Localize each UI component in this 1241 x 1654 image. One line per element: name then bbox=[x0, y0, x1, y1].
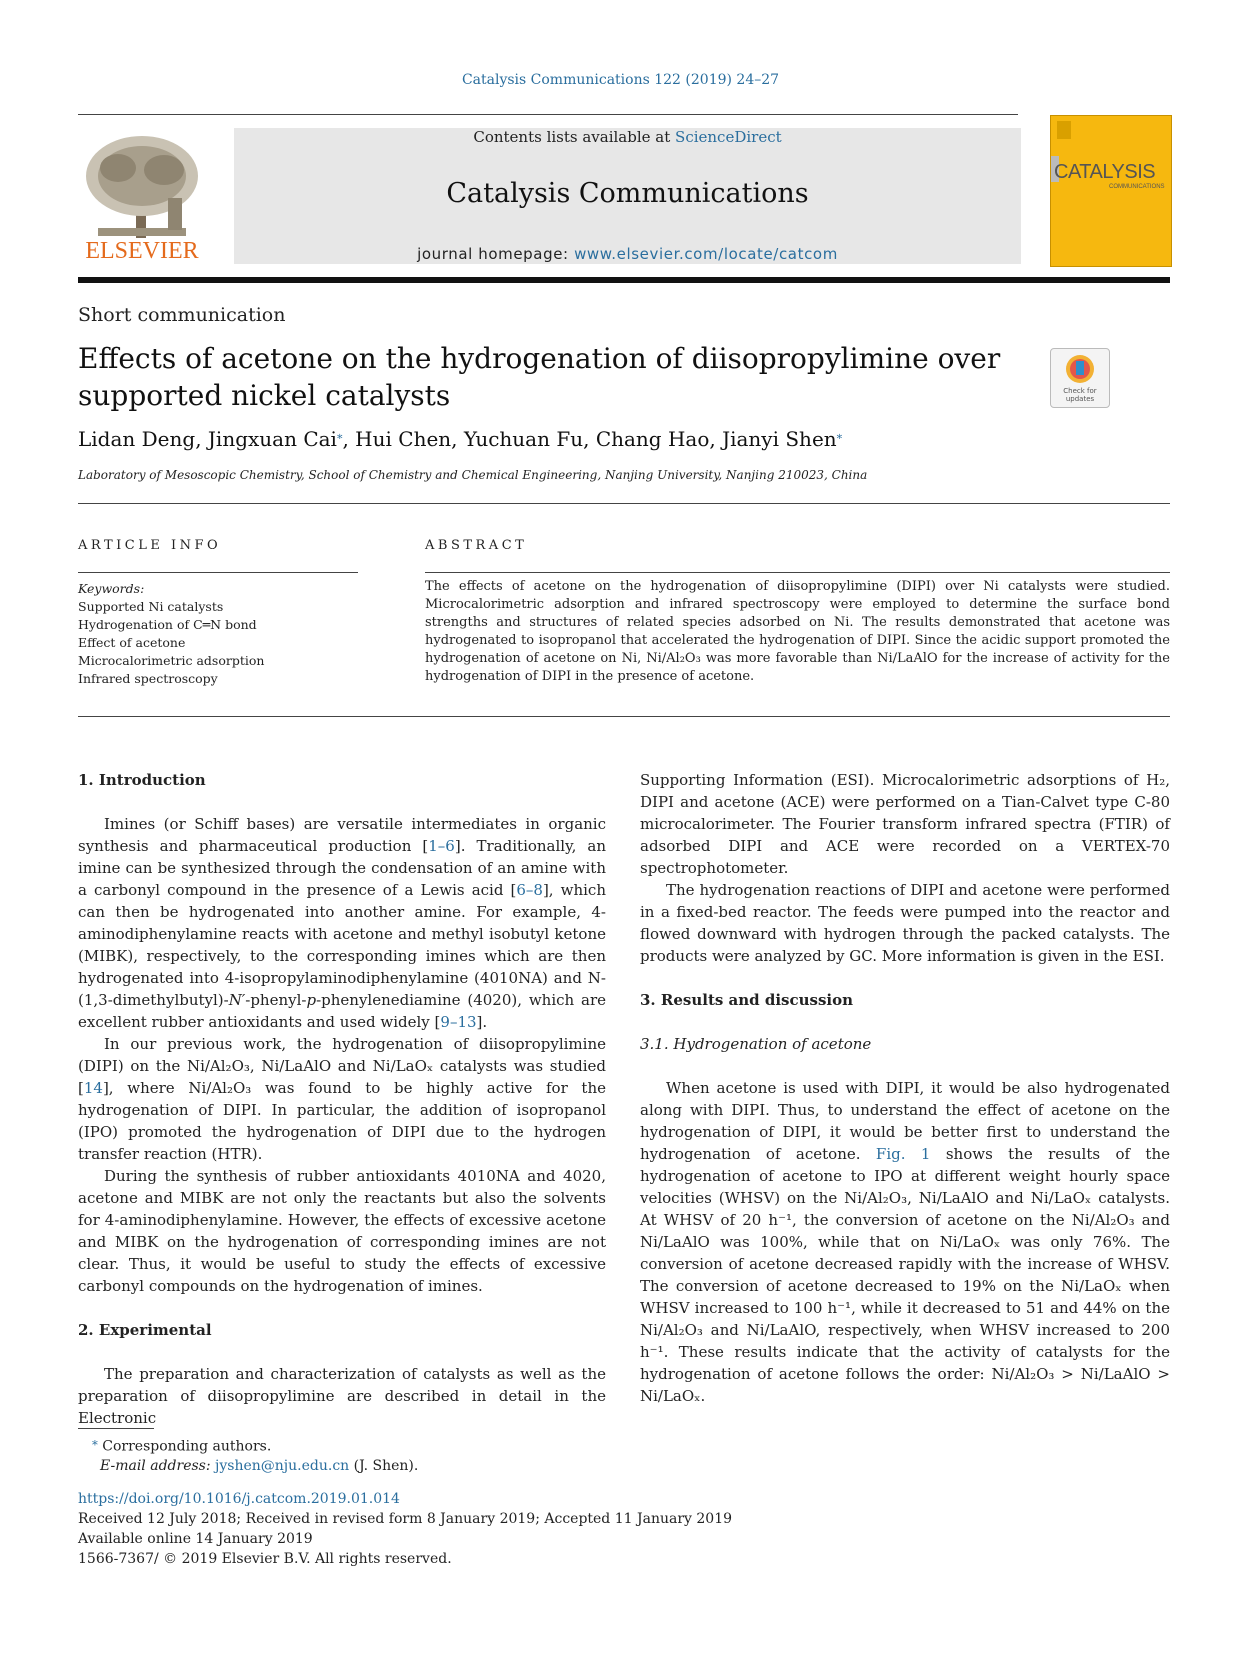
right-column bbox=[640, 769, 1170, 1407]
keyword-item: Effect of acetone bbox=[78, 635, 186, 650]
copyright: 1566-7367/ © 2019 Elsevier B.V. All rights reserved. bbox=[78, 1551, 452, 1567]
divider bbox=[425, 572, 1170, 573]
divider bbox=[78, 503, 1170, 504]
check-for-updates-badge[interactable] bbox=[1050, 348, 1110, 408]
section-heading-introduction: 1. Introduction bbox=[78, 771, 206, 789]
citation-link[interactable]: 14 bbox=[83, 1079, 103, 1097]
keyword-item: Supported Ni catalysts bbox=[78, 599, 224, 614]
check-updates-icon bbox=[1051, 349, 1109, 389]
section-heading-results: 3. Results and discussion bbox=[640, 991, 854, 1009]
paragraph: Supporting Information (ESI). Microcalorimetric adsorptions of H₂, DIPI and acetone (ACE) were performed on a Tian-Calvet type C-80 microcalorimeter. The Fourier transform infrared spectra (FTIR) of adsorbed DIPI and ACE were recorded on a VERTEX-70 spectrophotometer. bbox=[640, 771, 1170, 877]
citation-link[interactable]: 6–8 bbox=[516, 881, 543, 899]
section-heading-experimental: 2. Experimental bbox=[78, 1321, 212, 1339]
cover-emblem-icon bbox=[1057, 121, 1071, 139]
citation-link[interactable]: 1–6 bbox=[428, 837, 455, 855]
keywords-label: Keywords: bbox=[78, 581, 145, 596]
keyword-item: Hydrogenation of C═N bond bbox=[78, 617, 257, 632]
publication-info bbox=[78, 1489, 732, 1569]
paragraph: During the synthesis of rubber antioxidants 4010NA and 4020, acetone and MIBK are not only the reactants but also the solvents for 4-aminodiphenylamine. However, the effects of excessive acetone and MIBK on the hydrogenation of corresponding imines are not clear. Thus, it would be useful to study the effects of excessive carbonyl compounds on the hydrogenation of imines. bbox=[78, 1167, 606, 1295]
paragraph: The hydrogenation reactions of DIPI and acetone were performed in a fixed-bed reactor. The feeds were pumped into the reactor and flowed downward with hydrogen through the packed catalysts. The products were analyzed by GC. More information is given in the ESI. bbox=[640, 881, 1170, 965]
cover-subtitle: COMMUNICATIONS bbox=[1109, 184, 1165, 190]
sciencedirect-link[interactable]: ScienceDirect bbox=[675, 128, 782, 146]
paragraph: When acetone is used with DIPI, it would be also hydrogenated along with DIPI. Thus, to understand the effect of acetone on the hydrogenation of DIPI, it would be better first to understand the hydrogenation of acetone. Fig. 1 shows the results of the hydrogenation of acetone to IPO at different weight hourly space velocities (WHSV) on the Ni/Al₂O₃, Ni/LaAlO and Ni/LaOₓ catalysts. At WHSV of 20 h⁻¹, the conversion of acetone on the Ni/Al₂O₃ and Ni/LaAlO was 100%, while that on Ni/LaOₓ was only 76%. The conversion of acetone decreased rapidly with the increase of WHSV. The conversion of acetone decreased to 19% on the Ni/LaOₓ when WHSV increased to 100 h⁻¹, while it decreased to 51 and 44% on the Ni/Al₂O₃ and Ni/LaAlO, respectively, when WHSV increased to 200 h⁻¹. These results indicate that the activity of catalysts for the hydrogenation of acetone follows the order: Ni/Al₂O₃ > Ni/LaAlO > Ni/LaOₓ. bbox=[640, 1079, 1170, 1405]
cover-title: CATALYSIS bbox=[1054, 161, 1156, 183]
paragraph: Imines (or Schiff bases) are versatile intermediates in organic synthesis and pharmaceutical production [1–6]. Traditionally, an imine can be synthesized through the condensation of an amine with a carbonyl compound in the presence of a Lewis acid [6–8], which can then be hydrogenated into another amine. For example, 4-aminodiphenylamine reacts with acetone and methyl isobutyl ketone (MIBK), respectively, to the corresponding imines which are then hydrogenated into 4-isopropylaminodiphenylamine (4010NA) and N-(1,3-dimethylbutyl)-N′-phenyl-p-phenylenediamine (4020), which are excellent rubber antioxidants and used widely [9–13]. bbox=[78, 815, 606, 1031]
abstract-heading: ABSTRACT bbox=[425, 538, 528, 553]
figure-link[interactable]: Fig. 1 bbox=[875, 1145, 931, 1163]
divider bbox=[78, 572, 358, 573]
keywords-block bbox=[78, 580, 264, 688]
keyword-item: Microcalorimetric adsorption bbox=[78, 653, 265, 668]
footnotes bbox=[78, 1432, 418, 1476]
paragraph: The preparation and characterization of catalysts as well as the preparation of diisopropylimine are described in detail in the Electronic bbox=[78, 1365, 606, 1427]
left-column bbox=[78, 769, 606, 1429]
elsevier-logo[interactable] bbox=[78, 128, 206, 266]
paper-title: Effects of acetone on the hydrogenation of diisopropylimine over supported nickel catalysts bbox=[78, 342, 1001, 412]
contents-line: Contents lists available at ScienceDirect bbox=[473, 128, 782, 146]
journal-title: Catalysis Communications bbox=[446, 178, 809, 209]
badge-label: Check for updates bbox=[1063, 387, 1097, 403]
article-type: Short communication bbox=[78, 304, 286, 326]
citation-link[interactable]: 9–13 bbox=[440, 1013, 477, 1031]
footnote-rule bbox=[78, 1428, 154, 1429]
email-footnote: E-mail address: jyshen@nju.edu.cn (J. Shen). bbox=[100, 1457, 419, 1474]
header-thick-rule bbox=[78, 277, 1170, 283]
elsevier-wordmark: ELSEVIER bbox=[85, 238, 199, 264]
affiliation: Laboratory of Mesoscopic Chemistry, School of Chemistry and Chemical Engineering, Nanjing University, Nanjing 210023, China bbox=[78, 468, 868, 482]
header-rule bbox=[78, 114, 1018, 115]
journal-homepage: journal homepage: www.elsevier.com/locate/catcom bbox=[417, 245, 838, 263]
abstract-text: The effects of acetone on the hydrogenation of diisopropylimine (DIPI) over Ni catalysts were studied. Microcalorimetric adsorption and infrared spectroscopy were employed to determine the surface bond strengths and structures of related species adsorbed on Ni. The results demonstrated that acetone was hydrogenated to isopropanol that accelerated the hydrogenation of DIPI. Since the acidic support promoted the hydrogenation of acetone on Ni, Ni/Al₂O₃ was more favorable than Ni/LaAlO for the increase of activity for the hydrogenation of DIPI in the presence of acetone. bbox=[425, 579, 1170, 684]
received-dates: Received 12 July 2018; Received in revised form 8 January 2019; Accepted 11 January 2019 bbox=[78, 1511, 733, 1527]
doi-link[interactable]: https://doi.org/10.1016/j.catcom.2019.01.014 bbox=[78, 1491, 400, 1507]
divider bbox=[78, 716, 1170, 717]
corresponding-footnote: ⁎ Corresponding authors. bbox=[92, 1434, 272, 1455]
keyword-item: Infrared spectroscopy bbox=[78, 671, 218, 686]
article-info-heading: ARTICLE INFO bbox=[78, 538, 222, 553]
corresponding-mark[interactable]: ⁎ bbox=[836, 428, 843, 442]
paragraph: In our previous work, the hydrogenation of diisopropylimine (DIPI) on the Ni/Al₂O₃, Ni/LaAlO and Ni/LaOₓ catalysts was studied [14], where Ni/Al₂O₃ was found to be highly active for the hydrogenation of DIPI. In particular, the addition of isopropanol (IPO) promoted the hydrogenation of DIPI due to the hydrogen transfer reaction (HTR). bbox=[78, 1035, 606, 1163]
journal-banner bbox=[234, 128, 1021, 264]
homepage-link[interactable]: www.elsevier.com/locate/catcom bbox=[574, 245, 838, 263]
online-date: Available online 14 January 2019 bbox=[78, 1531, 313, 1547]
author-list: Lidan Deng, Jingxuan Cai⁎, Hui Chen, Yuchuan Fu, Chang Hao, Jianyi Shen⁎ bbox=[78, 427, 843, 451]
email-link[interactable]: jyshen@nju.edu.cn bbox=[215, 1457, 350, 1474]
journal-cover[interactable] bbox=[1050, 115, 1172, 267]
journal-reference[interactable]: Catalysis Communications 122 (2019) 24–27 bbox=[461, 72, 780, 88]
corresponding-mark[interactable]: ⁎ bbox=[336, 428, 343, 442]
subsection-heading: 3.1. Hydrogenation of acetone bbox=[640, 1035, 872, 1053]
